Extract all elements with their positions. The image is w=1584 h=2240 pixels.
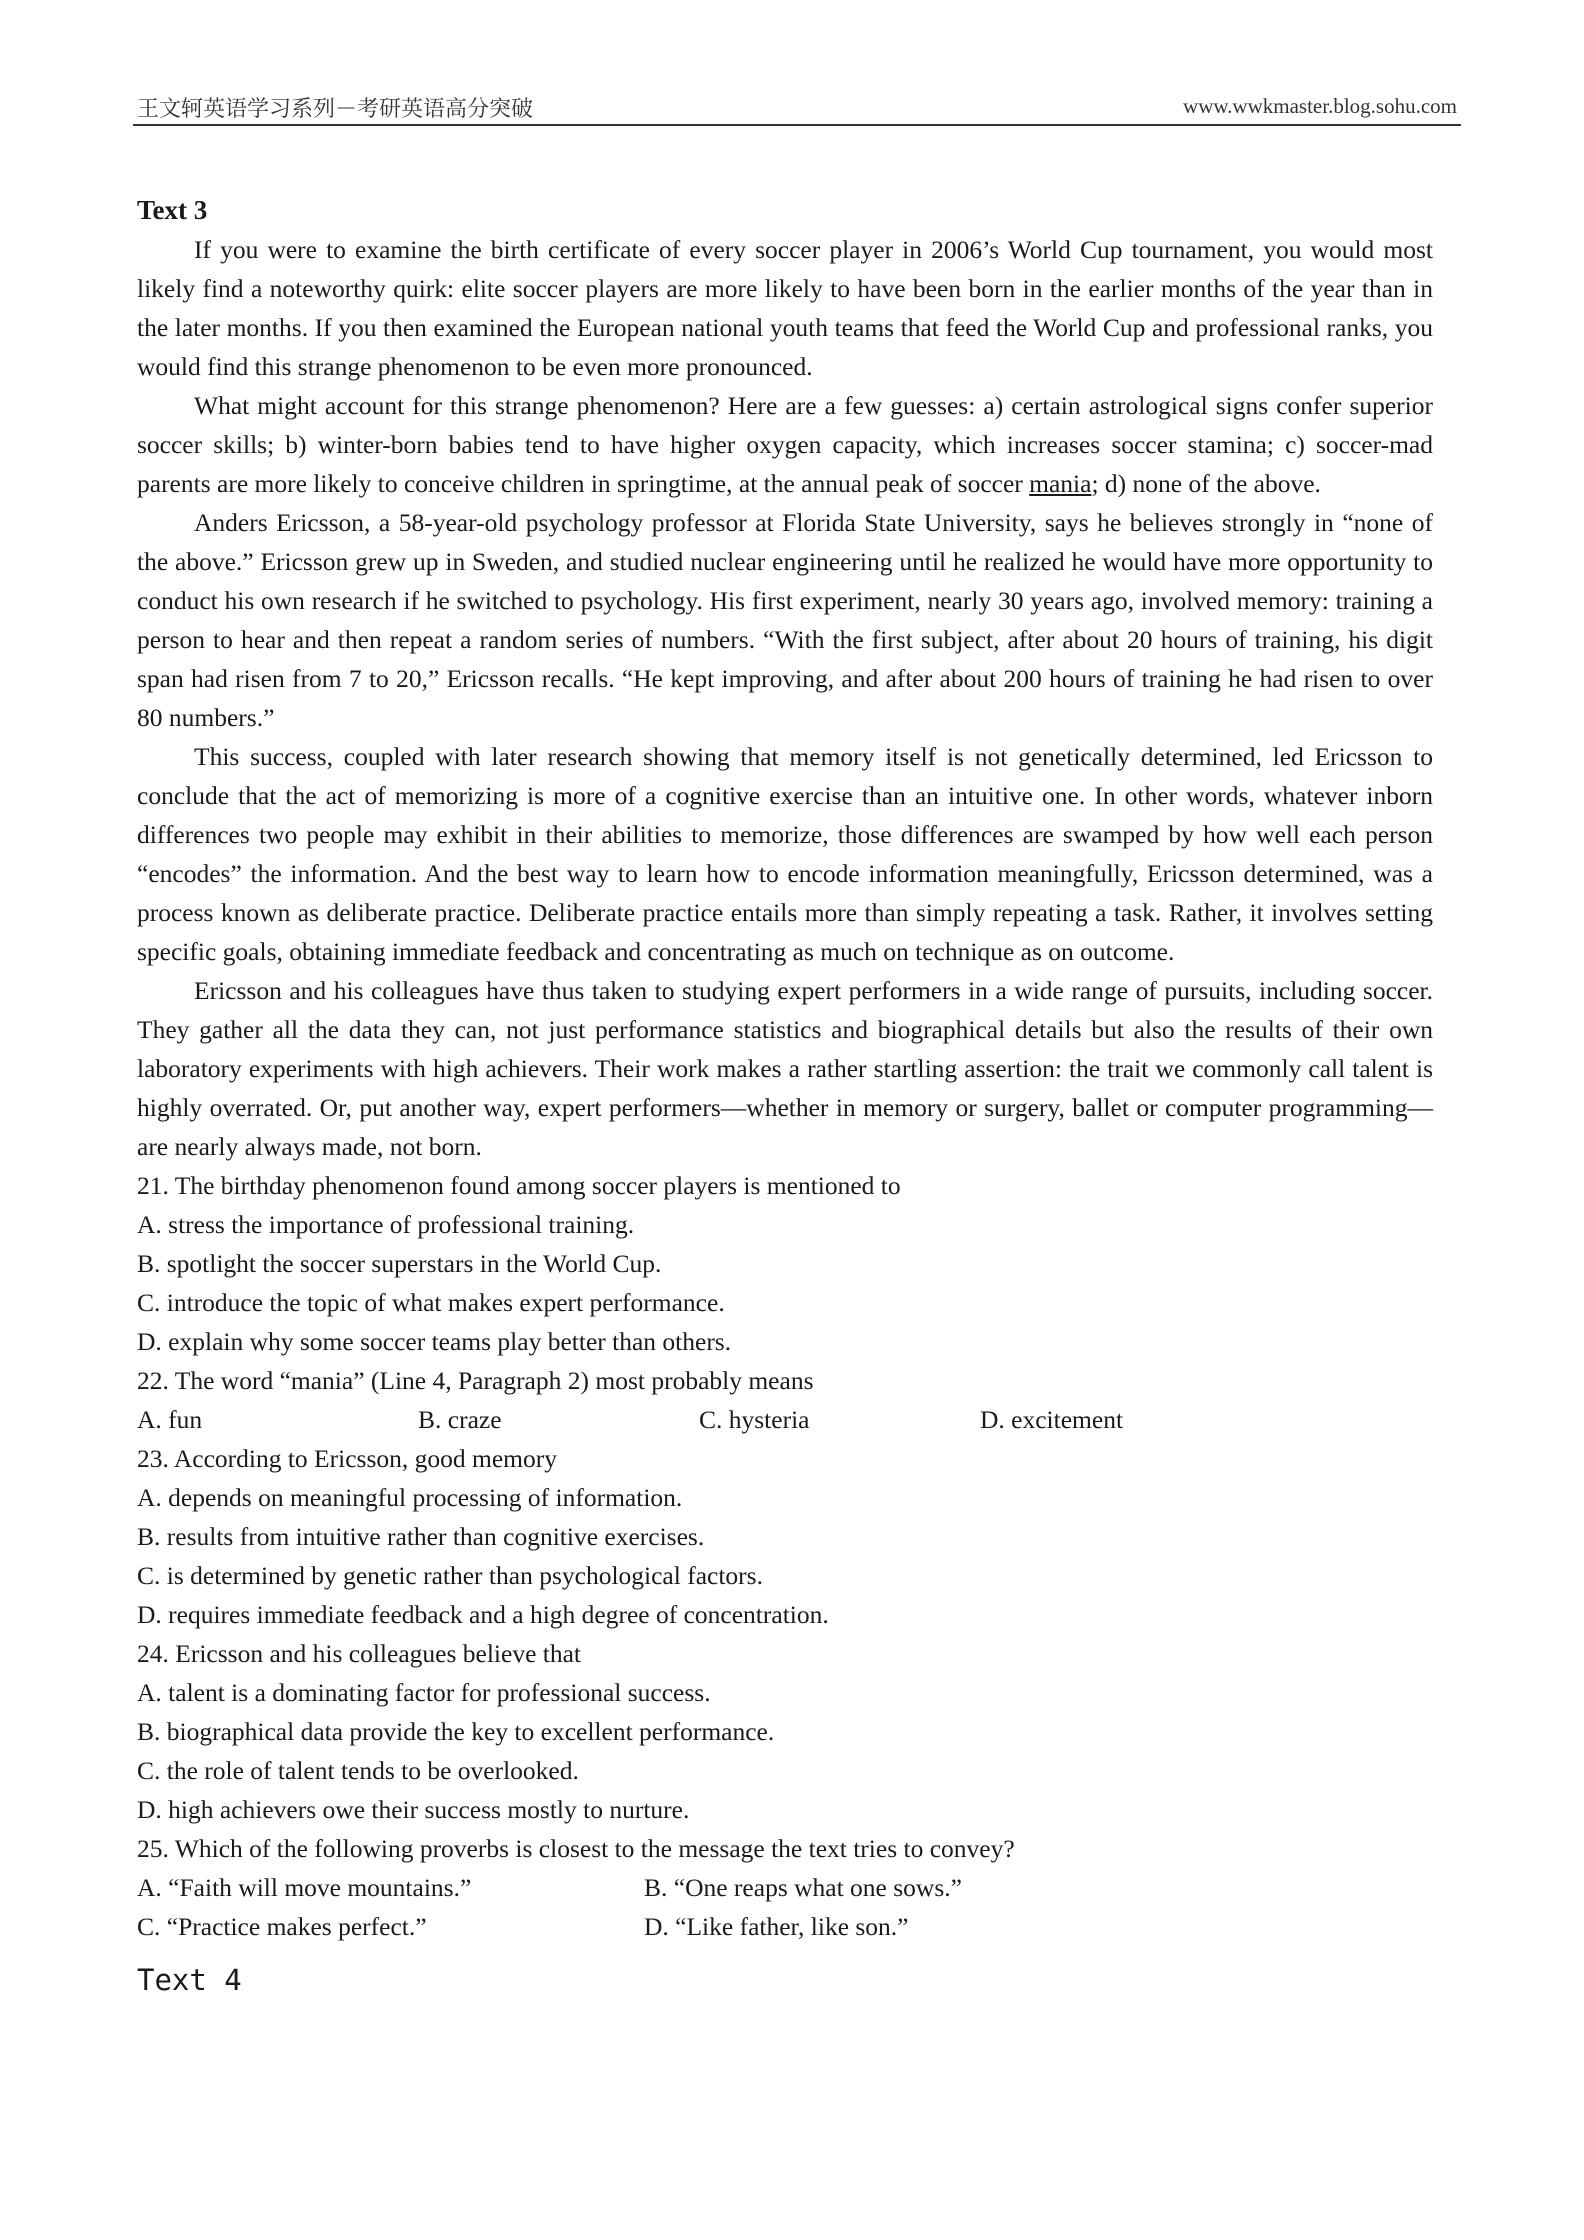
q21-option-b: B. spotlight the soccer superstars in the World Cup. — [137, 1249, 662, 1278]
paragraph-2-text: What might account for this strange phenomenon? Here are a few guesses: a) certain astrological signs confer superior soccer skills; b) winter-born babies tend to have higher oxygen capacity, which increases soccer stamina; c) soccer-mad parents are more likely to conceive children in springtime, at the annual peak of soccer — [137, 391, 1433, 498]
section-title: Text 3 — [137, 195, 208, 225]
q23-option-b: B. results from intuitive rather than cognitive exercises. — [137, 1522, 705, 1551]
question-21: 21. The birthday phenomenon found among soccer players is mentioned to — [137, 1171, 901, 1200]
question-24: 24. Ericsson and his colleagues believe that — [137, 1639, 581, 1668]
paragraph-4: This success, coupled with later research showing that memory itself is not genetically determined, led Ericsson to conclude that the act of memorizing is more of a cognitive exercise than an intuitive one. In other words, whatever inborn differences two people may exhibit in their abilities to memorize, those differences are swamped by how well each person “encodes” the information. And the best way to learn how to encode information meaningfully, Ericsson determined, was a process known as deliberate practice. Deliberate practice entails more than simply repeating a task. Rather, it involves setting specific goals, obtaining immediate feedback and concentrating as much on technique as on outcome. — [137, 742, 1433, 966]
question-22: 22. The word “mania” (Line 4, Paragraph 2) most probably means — [137, 1366, 814, 1395]
q24-option-b: B. biographical data provide the key to excellent performance. — [137, 1717, 775, 1746]
page-header — [133, 88, 1461, 126]
q22-option-a: A. fun — [137, 1405, 203, 1434]
header-series-title: 王文轲英语学习系列－考研英语高分突破 — [137, 97, 534, 122]
q23-option-a: A. depends on meaningful processing of information. — [137, 1483, 683, 1512]
paragraph-1: If you were to examine the birth certificate of every soccer player in 2006’s World Cup tournament, you would most likely find a noteworthy quirk: elite soccer players are more likely to have been born in the earlier months of the year than in the later months. If you then examined the European national youth teams that feed the World Cup and professional ranks, you would find this strange phenomenon to be even more pronounced. — [137, 235, 1433, 381]
document-body — [137, 190, 1433, 2000]
q21-option-a: A. stress the importance of professional training. — [137, 1210, 635, 1239]
q22-options — [137, 1400, 1433, 1439]
paragraph-2-tail: ; d) none of the above. — [1091, 469, 1321, 498]
q21-option-d: D. explain why some soccer teams play better than others. — [137, 1327, 732, 1356]
q25-option-a: A. “Faith will move mountains.” — [137, 1873, 472, 1902]
q23-option-d: D. requires immediate feedback and a high degree of concentration. — [137, 1600, 829, 1629]
paragraph-5: Ericsson and his colleagues have thus taken to studying expert performers in a wide range of pursuits, including soccer. They gather all the data they can, not just performance statistics and biographical details but also the results of their own laboratory experiments with high achievers. Their work makes a rather startling assertion: the trait we commonly call talent is highly overrated. Or, put another way, expert performers—whether in memory or surgery, ballet or computer programming—are nearly always made, not born. — [137, 976, 1433, 1161]
paragraph-2 — [137, 386, 1433, 503]
q24-option-c: C. the role of talent tends to be overlooked. — [137, 1756, 579, 1785]
underlined-word-mania: mania — [1029, 469, 1092, 498]
q21-option-c: C. introduce the topic of what makes expert performance. — [137, 1288, 725, 1317]
q25-option-b: B. “One reaps what one sows.” — [644, 1873, 962, 1902]
q22-option-d: D. excitement — [980, 1405, 1124, 1434]
header-url: www.wwkmaster.blog.sohu.com — [1183, 94, 1457, 118]
question-25: 25. Which of the following proverbs is closest to the message the text tries to convey? — [137, 1834, 1015, 1863]
q24-option-d: D. high achievers owe their success mostly to nurture. — [137, 1795, 690, 1824]
q25-option-d: D. “Like father, like son.” — [644, 1912, 909, 1941]
q22-option-b: B. craze — [418, 1405, 502, 1434]
q23-option-c: C. is determined by genetic rather than psychological factors. — [137, 1561, 763, 1590]
question-23: 23. According to Ericsson, good memory — [137, 1444, 557, 1473]
q22-option-c: C. hysteria — [699, 1405, 810, 1434]
q24-option-a: A. talent is a dominating factor for professional success. — [137, 1678, 711, 1707]
next-section-title: Text 4 — [137, 1963, 242, 1997]
q25-options-row-1 — [137, 1868, 1433, 1907]
paragraph-3: Anders Ericsson, a 58-year-old psychology professor at Florida State University, says he believes strongly in “none of the above.” Ericsson grew up in Sweden, and studied nuclear engineering until he realized he would have more opportunity to conduct his own research if he switched to psychology. His first experiment, nearly 30 years ago, involved memory: training a person to hear and then repeat a random series of numbers. “With the first subject, after about 20 hours of training, his digit span had risen from 7 to 20,” Ericsson recalls. “He kept improving, and after about 200 hours of training he had risen to over 80 numbers.” — [137, 508, 1433, 732]
q25-option-c: C. “Practice makes perfect.” — [137, 1912, 427, 1941]
q25-options-row-2 — [137, 1907, 1433, 1946]
